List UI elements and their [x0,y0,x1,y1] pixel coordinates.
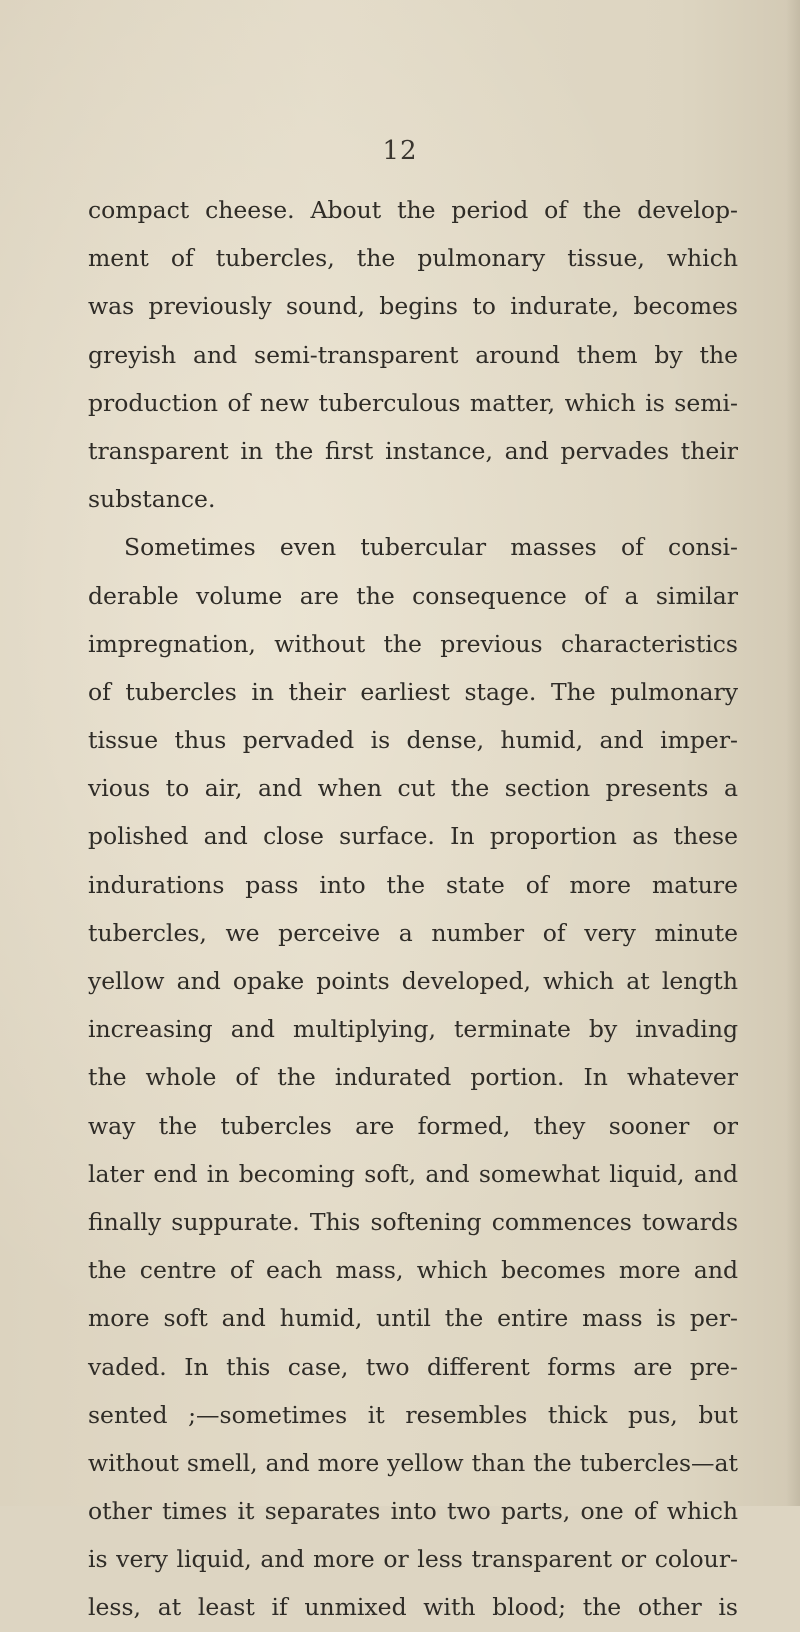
text-line: without smell, and more yellow than the tubercles—at [88,1448,738,1477]
text-line: finally suppurate. This softening commences towards [88,1207,738,1236]
text-line: increasing and multiplying, terminate by invading [88,1015,738,1044]
text-line: Sometimes even tubercular masses of consi- [124,533,738,562]
body-text [88,186,738,1632]
text-line: tubercles, we perceive a number of very minute [88,918,738,947]
paragraph-1 [88,186,738,523]
text-line: later end in becoming soft, and somewhat liquid, and [88,1159,738,1188]
paragraph-2 [88,523,738,1631]
text-line: more soft and humid, until the entire mass is per- [88,1304,738,1333]
text-line: indurations pass into the state of more mature [88,870,738,899]
text-line: other times it separates into two parts, one of which [88,1497,738,1526]
text-line: vious to air, and when cut the section presents a [88,774,738,803]
text-line: substance. [88,485,216,514]
text-line: sented ;—sometimes it resembles thick pus, but [88,1400,738,1429]
text-line: tissue thus pervaded is dense, humid, and imper- [88,726,738,755]
text-line: less, at least if unmixed with blood; the other is [88,1593,738,1622]
text-line: way the tubercles are formed, they sooner or [88,1111,738,1140]
text-line: yellow and opake points developed, which at length [88,967,738,995]
text-line: impregnation, without the previous characteristics [88,629,738,658]
text-line: greyish and semi-transparent around them by the [88,340,738,369]
text-line: compact cheese. About the period of the develop- [88,196,738,224]
text-line: derable volume are the consequence of a similar [88,581,738,610]
text-line: the centre of each mass, which becomes more and [88,1256,738,1285]
text-line: of tubercles in their earliest stage. The pulmonary [88,677,738,706]
text-line: is very liquid, and more or less transparent or colour- [88,1545,738,1574]
text-line: the whole of the indurated portion. In whatever [88,1063,738,1092]
text-line: vaded. In this case, two different forms are pre- [88,1352,738,1381]
text-line: production of new tuberculous matter, which is semi- [88,388,738,417]
text-line: was previously sound, begins to indurate, becomes [88,292,738,321]
text-line: polished and close surface. In proportion as these [88,822,738,851]
text-line: ment of tubercles, the pulmonary tissue, which [88,244,738,273]
page-number: 12 [382,136,418,166]
text-line: transparent in the first instance, and pervades their [88,436,738,465]
page-edge-shadow [786,0,800,1506]
